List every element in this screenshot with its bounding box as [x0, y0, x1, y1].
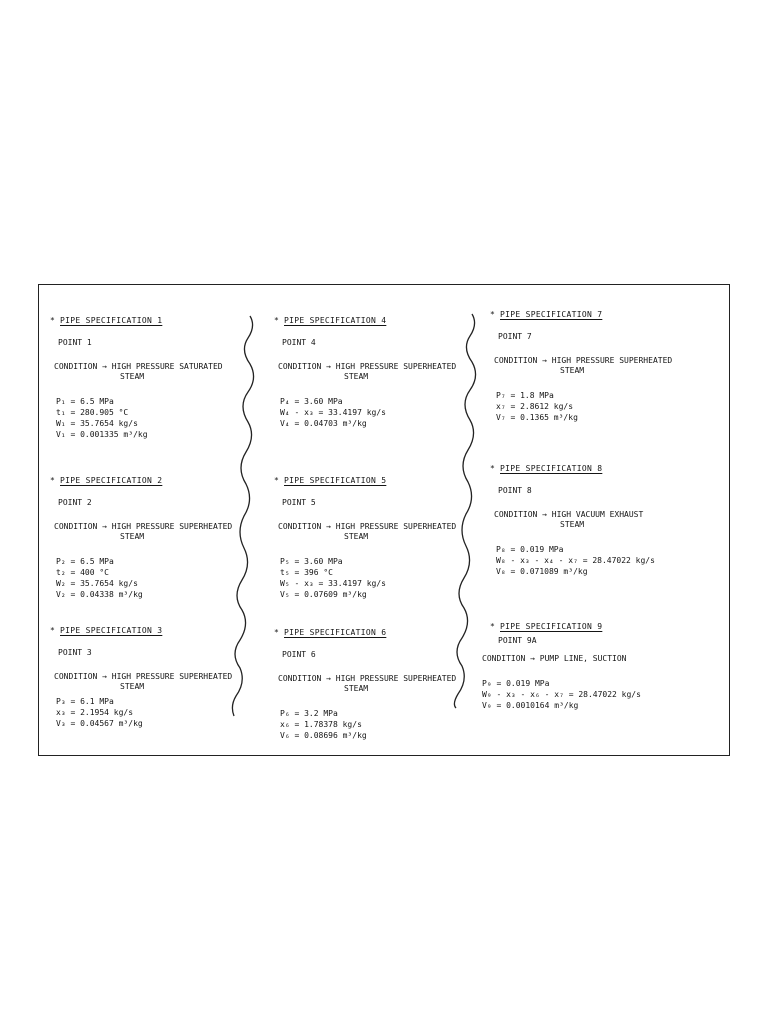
condition-line-2: STEAM	[120, 532, 145, 541]
value-line: x₃ = 2.1954 kg/s	[56, 708, 134, 717]
value-line: P₁ = 6.5 MPa	[56, 397, 114, 406]
spec-title: PIPE SPECIFICATION 6	[284, 628, 387, 637]
value-line: V₈ = 0.071089 m³/kg	[496, 567, 588, 576]
value-line: W₈ - x₃ - x₄ - x₇ = 28.47022 kg/s	[496, 556, 655, 565]
value-line: t₅ = 396 °C	[280, 568, 333, 577]
value-line: P₈ = 0.019 MPa	[496, 545, 564, 554]
pipe-spec-8: * PIPE SPECIFICATION 8 POINT 8 CONDITION → HIGH VACUUM EXHAUST STEAM P₈ = 0.019 MPa W₈ - x₃ - x₄ - x₇ = 28.47022 kg/s V₈ = 0.071089 m³/kg	[490, 464, 655, 576]
pipe-spec-1: * PIPE SPECIFICATION 1 POINT 1 CONDITION → HIGH PRESSURE SATURATED STEAM P₁ = 6.5 MPa t₁ = 280.905 °C W₁ = 35.7654 kg/s V₁ = 0.001335 m³/kg	[50, 316, 223, 439]
value-line: x₇ = 2.8612 kg/s	[496, 402, 574, 411]
value-line: P₂ = 6.5 MPa	[56, 557, 114, 566]
value-line: W₅ - x₃ = 33.4197 kg/s	[280, 579, 386, 588]
value-line: P₄ = 3.60 MPa	[280, 397, 343, 406]
point-label: POINT 4	[282, 338, 316, 347]
values-list	[482, 678, 641, 711]
condition-line-2: STEAM	[120, 682, 145, 691]
value-line: x₆ = 1.78378 kg/s	[280, 720, 362, 729]
point-label: POINT 6	[282, 650, 316, 659]
condition-line: CONDITION → HIGH PRESSURE SUPERHEATED	[54, 522, 233, 531]
values-list	[280, 396, 456, 429]
value-line: V₁ = 0.001335 m³/kg	[56, 430, 148, 439]
pipe-spec-7: * PIPE SPECIFICATION 7 POINT 7 CONDITION → HIGH PRESSURE SUPERHEATED STEAM P₇ = 1.8 MPa x₇ = 2.8612 kg/s V₇ = 0.1365 m³/kg	[490, 310, 673, 422]
point-label: POINT 9A	[498, 636, 537, 645]
value-line: V₆ = 0.08696 m³/kg	[280, 731, 367, 740]
value-line: W₉ - x₃ - x₆ - x₇ = 28.47022 kg/s	[482, 690, 641, 699]
value-line: V₇ = 0.1365 m³/kg	[496, 413, 578, 422]
value-line: P₉ = 0.019 MPa	[482, 679, 550, 688]
value-line: W₄ - x₃ = 33.4197 kg/s	[280, 408, 386, 417]
values-list	[496, 544, 655, 577]
value-line: V₉ = 0.0010164 m³/kg	[482, 701, 579, 710]
pipe-spec-3: * PIPE SPECIFICATION 3 POINT 3 CONDITION → HIGH PRESSURE SUPERHEATED STEAM P₃ = 6.1 MPa x₃ = 2.1954 kg/s V₃ = 0.04567 m³/kg	[50, 626, 233, 728]
condition-line-2: STEAM	[344, 532, 369, 541]
spec-title: PIPE SPECIFICATION 2	[60, 476, 163, 485]
condition-line: CONDITION → HIGH PRESSURE SUPERHEATED	[494, 356, 673, 365]
value-line: t₁ = 280.905 °C	[56, 408, 129, 417]
condition-line: CONDITION → HIGH PRESSURE SUPERHEATED	[278, 362, 457, 371]
spec-title: PIPE SPECIFICATION 4	[284, 316, 387, 325]
point-label: POINT 1	[58, 338, 92, 347]
pipe-spec-9: * PIPE SPECIFICATION 9 POINT 9A CONDITION → PUMP LINE, SUCTION P₉ = 0.019 MPa W₉ - x₃ - x₆ - x₇ = 28.47022 kg/s V₉ = 0.0010164 m³/kg	[482, 622, 641, 710]
value-line: P₅ = 3.60 MPa	[280, 557, 343, 566]
condition-line: CONDITION → HIGH VACUUM EXHAUST	[494, 510, 644, 519]
value-line: V₅ = 0.07609 m³/kg	[280, 590, 367, 599]
condition-line-2: STEAM	[344, 372, 369, 381]
value-line: P₃ = 6.1 MPa	[56, 697, 114, 706]
condition-line-2: STEAM	[560, 366, 585, 375]
spec-title: PIPE SPECIFICATION 9	[500, 622, 603, 631]
value-line: V₄ = 0.04703 m³/kg	[280, 419, 367, 428]
condition-line: CONDITION → HIGH PRESSURE SUPERHEATED	[278, 674, 457, 683]
condition-line: CONDITION → HIGH PRESSURE SUPERHEATED	[278, 522, 457, 531]
values-list	[496, 390, 672, 423]
pipe-spec-5: * PIPE SPECIFICATION 5 POINT 5 CONDITION → HIGH PRESSURE SUPERHEATED STEAM P₅ = 3.60 MPa t₅ = 396 °C W₅ - x₃ = 33.4197 kg/s V₅ = 0.07609 m³/kg	[274, 476, 457, 599]
condition-line: CONDITION → HIGH PRESSURE SUPERHEATED	[54, 672, 233, 681]
values-list	[56, 696, 232, 729]
values-list	[280, 708, 456, 741]
value-line: W₂ = 35.7654 kg/s	[56, 579, 138, 588]
condition-line-2: STEAM	[560, 520, 585, 529]
spec-title: PIPE SPECIFICATION 7	[500, 310, 603, 319]
value-line: V₂ = 0.04338 m³/kg	[56, 590, 143, 599]
value-line: V₃ = 0.04567 m³/kg	[56, 719, 143, 728]
condition-line-2: STEAM	[120, 372, 145, 381]
spec-title: PIPE SPECIFICATION 3	[60, 626, 163, 635]
value-line: P₇ = 1.8 MPa	[496, 391, 554, 400]
value-line: W₁ = 35.7654 kg/s	[56, 419, 138, 428]
condition-line: CONDITION → PUMP LINE, SUCTION	[482, 654, 627, 663]
pipe-spec-6: * PIPE SPECIFICATION 6 POINT 6 CONDITION → HIGH PRESSURE SUPERHEATED STEAM P₆ = 3.2 MPa x₆ = 1.78378 kg/s V₆ = 0.08696 m³/kg	[274, 628, 457, 740]
point-label: POINT 8	[498, 486, 532, 495]
pipe-spec-4: * PIPE SPECIFICATION 4 POINT 4 CONDITION → HIGH PRESSURE SUPERHEATED STEAM P₄ = 3.60 MPa W₄ - x₃ = 33.4197 kg/s V₄ = 0.04703 m³/kg	[274, 316, 457, 428]
point-label: POINT 7	[498, 332, 532, 341]
values-list	[56, 556, 232, 600]
values-list	[280, 556, 456, 600]
point-label: POINT 2	[58, 498, 92, 507]
value-line: P₆ = 3.2 MPa	[280, 709, 338, 718]
point-label: POINT 3	[58, 648, 92, 657]
spec-title: PIPE SPECIFICATION 5	[284, 476, 387, 485]
spec-title: PIPE SPECIFICATION 1	[60, 316, 163, 325]
condition-line-2: STEAM	[344, 684, 369, 693]
spec-title: PIPE SPECIFICATION 8	[500, 464, 603, 473]
values-list	[56, 396, 223, 440]
pipe-spec-2: * PIPE SPECIFICATION 2 POINT 2 CONDITION → HIGH PRESSURE SUPERHEATED STEAM P₂ = 6.5 MPa t₂ = 400 °C W₂ = 35.7654 kg/s V₂ = 0.04338 m³/kg	[50, 476, 233, 599]
point-label: POINT 5	[282, 498, 316, 507]
condition-line: CONDITION → HIGH PRESSURE SATURATED	[54, 362, 223, 371]
value-line: t₂ = 400 °C	[56, 568, 109, 577]
